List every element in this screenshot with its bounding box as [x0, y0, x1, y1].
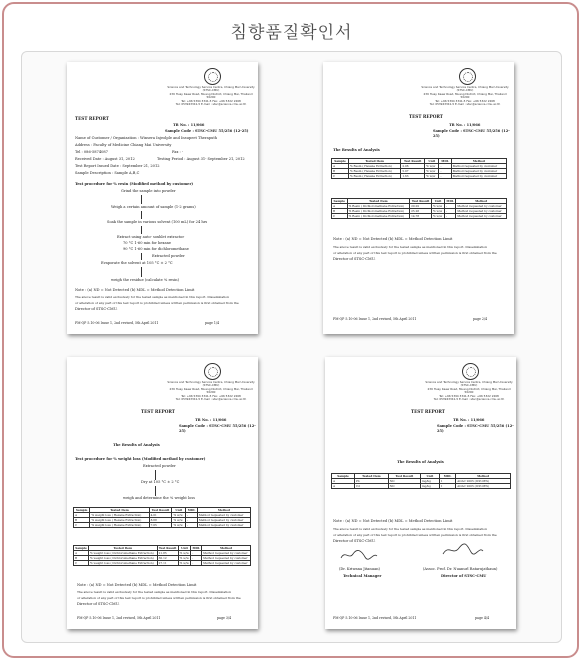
- table-cell: % weight loss ( Dichloromethane Extraction): [89, 556, 158, 561]
- column-header: MDL: [439, 159, 451, 164]
- table-cell: AOAC 2005 (ICP-OES): [456, 484, 511, 489]
- table-cell: AOAC 2005 (ICP-OES): [456, 479, 511, 484]
- table-cell: C: [332, 214, 348, 219]
- column-header: MDL: [186, 508, 198, 513]
- university-seal-icon: [204, 363, 221, 380]
- table-cell: % w/w: [172, 513, 186, 518]
- institute-line: (STSC-CMU): [460, 383, 478, 388]
- table-cell: -: [186, 513, 198, 518]
- customer-address: Address : Faculty of Medicine Chiang Mai University: [75, 143, 172, 147]
- table-cell: A: [74, 551, 89, 556]
- sample-code: Sample Code : STSC-CMU 55/256 (12-25): [165, 129, 249, 133]
- column-header: Unit: [172, 508, 186, 513]
- table-cell: B: [74, 518, 90, 523]
- test-report-heading: TEST REPORT: [141, 409, 175, 414]
- institute-header: [423, 381, 515, 401]
- table-cell: % Resin ( Hexane Extraction): [349, 164, 401, 169]
- procedure-step: weigh and determine the % weight loss: [123, 496, 196, 500]
- validity-line: Director of STSC-CMU.: [77, 602, 120, 606]
- footer-form-code: FM-QP 5.10-06 Issue 1, 2nd revised, 5th April 2011: [75, 321, 159, 325]
- column-header: Sample: [74, 508, 90, 513]
- table-cell: Method requested by customer: [202, 556, 251, 561]
- weightloss-dichloromethane-table: [73, 545, 251, 566]
- column-header: Unit: [421, 474, 440, 479]
- table-cell: % Resin ( Dichloromethane Extraction): [347, 214, 410, 219]
- table-row: [332, 214, 507, 219]
- received-date: Received Date : August 31, 2012: [75, 157, 135, 161]
- footer-form-code: FM-QP 5.10-06 Issue 1, 2nd revised, 5th April 2011: [333, 317, 417, 321]
- table-cell: 1: [439, 479, 456, 484]
- table-cell: 30.12: [157, 556, 178, 561]
- validity-line: Director of STSC-CMU.: [333, 539, 376, 543]
- table-cell: Cd: [354, 484, 388, 489]
- signature-right: [441, 542, 485, 558]
- test-report-heading: TEST REPORT: [75, 116, 109, 121]
- procedure-step: weigh the residue (calculate % resin): [111, 278, 180, 282]
- table-cell: % Resin ( Hexane Extraction): [349, 174, 401, 179]
- signer-right-name: (Assoc. Prof. Dr. Nuanurl Ratarujathaun): [423, 567, 498, 571]
- note-line: Note : (a) ND = Not Detected (b) MDL = Method Detection Limit: [333, 519, 453, 523]
- table-cell: % w/w: [431, 214, 444, 219]
- table-cell: % weight loss ( Dichloromethane Extraction): [89, 561, 158, 566]
- test-report-heading: TEST REPORT: [411, 409, 445, 414]
- table-cell: -: [439, 169, 451, 174]
- table-cell: C: [332, 174, 349, 179]
- procedure-step: Dry at 105 °C ± 2 °C: [141, 480, 180, 484]
- flow-arrow: [141, 253, 142, 260]
- table-cell: A: [332, 479, 355, 484]
- table-cell: -: [439, 174, 451, 179]
- report-page-3: [67, 357, 258, 629]
- column-header: MDL: [446, 199, 454, 203]
- institute-line: Tel: 053943341-5 E-mail : stsc@science.cmu.ac.th: [433, 397, 505, 402]
- table-cell: C: [74, 523, 90, 528]
- results-heading: The Results of Analysis: [113, 443, 160, 447]
- table-row: [74, 556, 251, 561]
- procedure-step: Extracted powder: [143, 464, 176, 468]
- university-seal-icon: [204, 68, 221, 85]
- institute-line: 239 Huay Kaew Road, Muang District, Chiang Mai, Thailand 50200: [169, 386, 253, 395]
- report-page-4: [325, 357, 516, 629]
- table-cell: A: [332, 204, 348, 209]
- institute-header: [419, 86, 511, 106]
- validity-line: or alteration of any part of this test report is prohibited unless written permission is first obtained from the: [333, 251, 497, 255]
- institute-line: (STSC-CMU): [202, 383, 220, 388]
- table-row: [332, 209, 507, 214]
- column-header: Method: [456, 474, 511, 479]
- procedure-title: Test procedure for % weight loss (Modified method by customer): [75, 457, 206, 461]
- institute-line: Science and Technology Service Centre, Chiang Mai University: [421, 85, 509, 89]
- table-cell: 7.05: [149, 523, 172, 528]
- table-cell: -: [191, 561, 202, 566]
- procedure-step: 70 °C 1-60 min for hexane: [123, 241, 172, 245]
- table-cell: Method requested by customer: [197, 518, 250, 523]
- institute-line: Tel: 053943341-5 E-mail : stsc@science.cmu.ac.th: [175, 102, 247, 107]
- table-cell: 1: [439, 484, 456, 489]
- table-cell: -: [445, 214, 456, 219]
- column-header: MDL: [192, 546, 200, 550]
- table-cell: A: [74, 513, 90, 518]
- table-cell: A: [332, 164, 349, 169]
- sample-description: Sample Description : Sample A,B,C: [75, 171, 140, 175]
- page-number: page 1/4: [205, 321, 220, 325]
- table-cell: -: [186, 518, 198, 523]
- university-seal-icon: [462, 363, 479, 380]
- validity-line: Director of STSC-CMU.: [333, 257, 376, 261]
- table-cell: Method requested by customer: [202, 561, 251, 566]
- note-line: Note : (a) ND = Not Detected (b) MDL = Method Detection Limit: [333, 237, 453, 241]
- column-header: Test Result: [388, 474, 420, 479]
- table-cell: Pb: [354, 479, 388, 484]
- page-number: page 3/4: [217, 616, 232, 620]
- weightloss-hexane-table: [73, 507, 251, 528]
- table-cell: 4.01: [149, 513, 172, 518]
- column-header: MDL: [439, 474, 456, 479]
- table-row: [332, 484, 511, 489]
- results-heading: The Results of Analysis: [333, 148, 380, 152]
- signature-left: [339, 548, 379, 562]
- table-row: [74, 561, 251, 566]
- column-header: Test Result: [158, 546, 177, 550]
- validity-line: or alteration of any part of this test report is prohibited unless written permission is first obtained from the: [77, 596, 241, 600]
- procedure-step: Grind the sample into powder: [121, 189, 176, 193]
- flow-arrow: [141, 267, 142, 277]
- heavy-metal-table: [331, 473, 511, 489]
- validity-line: The above result is valid exclusively for the tested sample as mentioned in this report. Dissemination: [75, 295, 230, 299]
- institute-header: [165, 86, 257, 106]
- tr-number: TR No. : 11/066: [195, 418, 227, 422]
- customer-fax: Fax : -: [172, 150, 184, 154]
- procedure-step: Extract using auto- soxhlet extractor: [117, 235, 185, 239]
- procedure-title: Test procedure for % resin (Modified method by customer): [75, 182, 194, 186]
- signer-left-name: (Dr. Kriwana Jitanuan): [339, 567, 380, 571]
- institute-line: Tel: 053943341-5 E-mail : stsc@science.cmu.ac.th: [429, 102, 501, 107]
- table-cell: % w/w: [179, 556, 189, 560]
- table-cell: 8.68: [149, 518, 172, 523]
- column-header: Unit: [425, 159, 439, 164]
- table-cell: % w/w: [425, 169, 439, 174]
- column-header: Tested Item: [349, 159, 401, 164]
- validity-line: The above result is valid exclusively for the tested sample as mentioned in this report. Dissemination: [333, 527, 488, 531]
- institute-header: [165, 381, 257, 401]
- table-cell: -: [445, 209, 456, 214]
- column-header: Method: [202, 546, 251, 551]
- table-cell: % weight loss ( Hexane Extraction): [90, 513, 149, 518]
- university-seal-icon: [459, 68, 476, 85]
- issued-date: Test Report Issued Date : September 21, 2012: [75, 164, 160, 168]
- note-line: Note : (a) ND = Not Detected (b) MDL = Method Detection Limit: [77, 583, 197, 587]
- column-header: Test Result: [401, 159, 425, 164]
- column-header: Tested Item: [90, 508, 149, 513]
- table-cell: 5.07: [401, 169, 425, 174]
- page-title: 침향품질확인서: [230, 23, 353, 43]
- table-cell: % weight loss ( Hexane Extraction): [90, 523, 149, 528]
- flow-arrow: [155, 470, 156, 480]
- table-cell: B: [332, 169, 349, 174]
- report-page-1: [67, 62, 258, 334]
- table-cell: -: [191, 556, 202, 561]
- institute-line: Science and Technology Service Centre, Chiang Mai University: [425, 380, 513, 384]
- column-header: Tested Item: [347, 199, 410, 204]
- procedure-step: 90 °C 1-60 min for dichloromethane: [123, 247, 189, 251]
- table-cell: Method requested by customer: [456, 209, 507, 214]
- table-cell: Method requested by customer: [451, 174, 506, 179]
- results-heading: The Results of Analysis: [397, 460, 444, 464]
- note-line: Note : (a) ND = Not Detected (b) MDL = Method Detection Limit: [75, 288, 195, 292]
- validity-line: Director of STSC-CMU.: [75, 307, 118, 311]
- page-number: page 2/4: [473, 317, 488, 321]
- flow-arrow: [141, 195, 142, 204]
- column-header: Sample: [75, 546, 87, 550]
- table-cell: % Resin ( Dichloromethane Extraction): [347, 209, 410, 214]
- table-cell: ND: [388, 484, 420, 489]
- column-header: Tested Item: [89, 546, 158, 551]
- column-header: Sample: [332, 159, 349, 164]
- tr-number: TR No. : 11/066: [173, 123, 205, 127]
- table-cell: % w/w: [425, 174, 439, 179]
- table-cell: B: [332, 209, 348, 214]
- table-cell: 25.26: [410, 209, 432, 214]
- table-row: [332, 174, 507, 179]
- test-report-heading: TEST REPORT: [409, 114, 443, 119]
- table-cell: 14.78: [410, 214, 432, 219]
- table-cell: C: [74, 561, 89, 566]
- table-row: [74, 551, 251, 556]
- table-cell: Method requested by customer: [202, 551, 251, 556]
- table-cell: A: [332, 484, 355, 489]
- validity-line: The above result is valid exclusively for the tested sample as mentioned in this report. Dissemination: [333, 245, 488, 249]
- procedure-step: Evaporate the solvent at 105 °C ± 2 °C: [101, 261, 173, 265]
- table-cell: % Resin ( Hexane Extraction): [349, 169, 401, 174]
- procedure-step: Soak the sample in various solvent (100 mL) for 24 hrs: [107, 220, 208, 224]
- institute-line: Science and Technology Service Centre, Chiang Mai University: [167, 85, 255, 89]
- institute-line: Tel: +66 5394 3341-5 Fax: +66 5322 2268: [181, 393, 241, 398]
- table-cell: mg/kg: [421, 484, 440, 489]
- institute-line: 239 Huay Kaew Road, Muang District, Chiang Mai, Thailand 50200: [427, 386, 511, 395]
- table-cell: 2.06: [401, 164, 425, 169]
- table-row: [74, 523, 251, 528]
- column-header: Test Result: [410, 199, 432, 204]
- validity-line: or alteration of any part of this test report is prohibited unless written permission is first obtained from the: [333, 533, 497, 537]
- table-cell: % w/w: [431, 209, 444, 214]
- table-cell: Method requested by customer: [451, 164, 506, 169]
- tr-number: TR No. : 11/066: [449, 123, 481, 127]
- table-cell: % weight loss ( Hexane Extraction): [90, 518, 149, 523]
- table-cell: mg/kg: [421, 479, 440, 484]
- table-cell: -: [186, 523, 198, 528]
- flow-arrow: [141, 211, 142, 219]
- page-number: page 4/4: [475, 616, 490, 620]
- table-cell: 1.63: [401, 174, 425, 179]
- institute-line: 239 Huay Kaew Road, Muang District, Chiang Mai, Thailand 50200: [169, 91, 253, 100]
- institute-line: Tel: +66 5394 3341-5 Fax: +66 5322 2268: [439, 393, 499, 398]
- table-row: [332, 204, 507, 209]
- table-cell: Method requested by customer: [197, 523, 250, 528]
- sample-code: Sample Code : STSC-CMU 55/256 (12-25): [433, 129, 510, 138]
- institute-line: (STSC-CMU): [202, 88, 220, 93]
- column-header: Method: [451, 159, 506, 164]
- column-header: Unit: [431, 199, 444, 204]
- table-cell: 20.02: [410, 204, 432, 209]
- resin-hexane-table: [331, 158, 507, 179]
- table-cell: % Resin ( Dichloromethane Extraction): [347, 204, 410, 209]
- procedure-step: Weigh a certain amount of sample (1-2 grams): [111, 205, 196, 209]
- table-cell: Method requested by customer: [451, 169, 506, 174]
- procedure-step: Extracted powder: [152, 254, 185, 258]
- tr-number: TR No. : 11/066: [453, 418, 485, 422]
- footer-form-code: FM-QP 5.10-06 Issue 1, 2nd revised, 5th April 2011: [77, 616, 161, 620]
- table-cell: % w/w: [179, 551, 189, 555]
- institute-line: Tel: +66 5394 3341-5 Fax: +66 5322 2268: [435, 98, 495, 103]
- flow-arrow: [141, 226, 142, 234]
- column-header: Unit: [178, 546, 191, 551]
- flow-arrow: [155, 486, 156, 496]
- resin-dichloromethane-table: [331, 198, 507, 219]
- table-cell: -: [445, 204, 456, 209]
- customer-name: Name of Customer / Organization : Winsera Injeolple and Insupeet Theraputh: [75, 136, 218, 140]
- column-header: Method: [197, 508, 250, 513]
- validity-line: The above result is valid exclusively for the tested sample as mentioned in this report. Dissemination: [77, 590, 232, 594]
- sample-code: Sample Code : STSC-CMU 55/256 (12-25): [179, 424, 256, 433]
- column-header: Test Result: [149, 508, 172, 513]
- table-cell: Method requested by customer: [197, 513, 250, 518]
- signer-right-title: Director of STSC-CMU: [441, 574, 487, 578]
- table-cell: % w/w: [179, 561, 189, 565]
- footer-form-code: FM-QP 5.10-06 Issue 1, 2nd revised, 5th April 2011: [333, 616, 417, 620]
- institute-line: Tel: 053943341-5 E-mail : stsc@science.cmu.ac.th: [175, 397, 247, 402]
- table-cell: B: [74, 556, 89, 561]
- table-cell: % w/w: [172, 518, 186, 523]
- table-cell: % weight loss ( Dichloromethane Extraction): [89, 551, 158, 556]
- column-header: Method: [456, 199, 507, 204]
- customer-tel: Tel : 086-5874087: [75, 150, 108, 154]
- table-cell: 21.85: [157, 551, 178, 556]
- table-cell: -: [439, 164, 451, 169]
- signer-left-title: Technical Manager: [343, 574, 382, 578]
- report-page-2: [323, 62, 514, 334]
- institute-line: Tel: +66 5394 3341-5 Fax: +66 5322 2268: [181, 98, 241, 103]
- table-cell: Method requested by customer: [456, 204, 507, 209]
- testing-period: Testing Period : August 31- September 21, 2012: [157, 157, 245, 161]
- table-cell: ND: [388, 479, 420, 484]
- table-cell: 27.11: [157, 561, 178, 566]
- column-header: Sample: [332, 474, 355, 479]
- institute-line: Science and Technology Service Centre, Chiang Mai University: [167, 380, 255, 384]
- table-cell: % w/w: [425, 164, 439, 169]
- validity-line: or alteration of any part of this test report is prohibited unless written permission is first obtained from the: [75, 301, 239, 305]
- institute-line: (STSC-CMU): [456, 88, 474, 93]
- table-cell: Method requested by customer: [456, 214, 507, 219]
- sample-code: Sample Code : STSC-CMU 55/256 (12-25): [437, 424, 514, 433]
- column-header: Sample: [333, 199, 346, 203]
- table-cell: -: [191, 551, 202, 556]
- column-header: Tested Item: [354, 474, 388, 479]
- table-cell: % w/w: [172, 523, 186, 528]
- institute-line: 239 Huay Kaew Road, Muang District, Chiang Mai, Thailand 50200: [423, 91, 507, 100]
- table-cell: % w/w: [431, 204, 444, 209]
